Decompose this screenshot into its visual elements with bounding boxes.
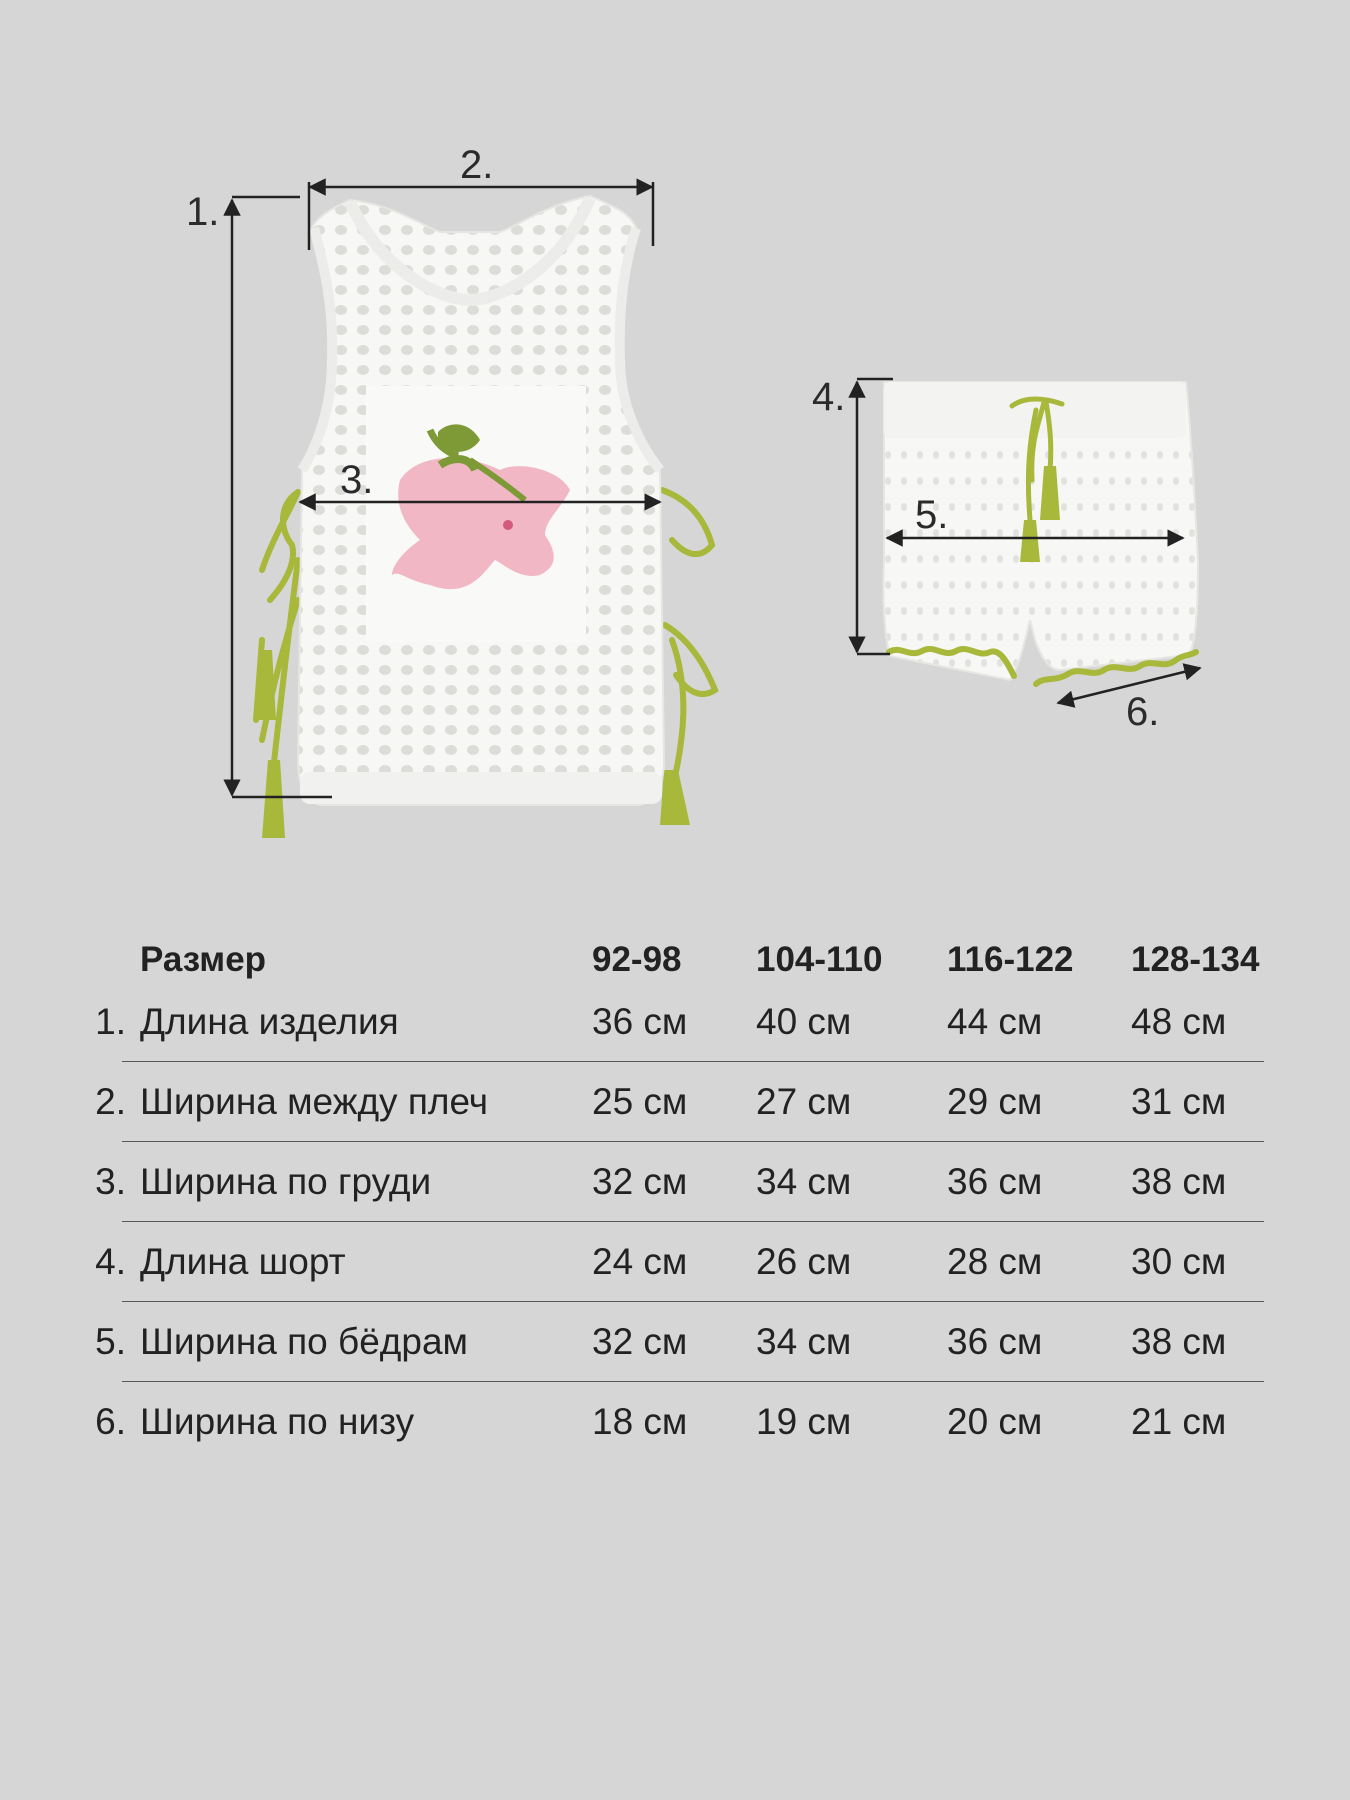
row-value: 32 см <box>592 1321 688 1362</box>
size-header-1: 104-110 <box>756 940 883 979</box>
row-number: 5. <box>95 1321 126 1362</box>
row-value: 36 см <box>947 1161 1043 1202</box>
row-label: Длина изделия <box>140 1001 399 1042</box>
row-value: 38 см <box>1131 1161 1227 1202</box>
row-value: 44 см <box>947 1001 1043 1042</box>
measure-label-6: 6. <box>1126 690 1160 734</box>
row-number: 3. <box>95 1161 126 1202</box>
row-value: 36 см <box>592 1001 688 1042</box>
vest-hem <box>300 772 662 804</box>
row-value: 21 см <box>1131 1401 1227 1442</box>
vest-right-ties <box>662 490 715 790</box>
row-value: 32 см <box>592 1161 688 1202</box>
vest-right-tassels <box>660 770 690 825</box>
row-value: 36 см <box>947 1321 1043 1362</box>
table-row <box>0 1382 1350 1462</box>
row-value: 34 см <box>756 1161 852 1202</box>
row-value: 20 см <box>947 1401 1043 1442</box>
size-header-2: 116-122 <box>947 940 1074 979</box>
row-value: 25 см <box>592 1081 688 1122</box>
row-value: 27 см <box>756 1081 852 1122</box>
row-label: Ширина по бёдрам <box>140 1321 468 1362</box>
table-row <box>0 1142 1350 1222</box>
row-value: 31 см <box>1131 1081 1227 1122</box>
table-row <box>0 982 1350 1062</box>
row-value: 26 см <box>756 1241 852 1282</box>
row-label: Ширина по низу <box>140 1401 415 1442</box>
row-value: 29 см <box>947 1081 1043 1122</box>
measure-label-3: 3. <box>340 458 374 502</box>
row-value: 40 см <box>756 1001 852 1042</box>
measure-label-5: 5. <box>915 493 949 537</box>
vest-left-ties <box>256 492 298 780</box>
row-value: 48 см <box>1131 1001 1227 1042</box>
row-value: 28 см <box>947 1241 1043 1282</box>
size-header-0: 92-98 <box>592 940 682 979</box>
row-label: Ширина по груди <box>140 1161 432 1202</box>
size-header-label: Размер <box>140 940 267 979</box>
table-row <box>0 1302 1350 1382</box>
measure-label-1: 1. <box>186 190 220 234</box>
row-value: 19 см <box>756 1401 852 1442</box>
row-value: 24 см <box>592 1241 688 1282</box>
row-number: 1. <box>95 1001 126 1042</box>
table-row <box>0 1062 1350 1142</box>
row-value: 30 см <box>1131 1241 1227 1282</box>
row-label: Ширина между плеч <box>140 1081 489 1122</box>
table-row <box>0 1222 1350 1302</box>
garment-measurement-diagram <box>0 0 1350 880</box>
row-number: 2. <box>95 1081 126 1122</box>
size-header-3: 128-134 <box>1131 940 1260 979</box>
vest-image <box>256 196 715 838</box>
row-value: 18 см <box>592 1401 688 1442</box>
measure-label-2: 2. <box>460 143 494 187</box>
row-value: 34 см <box>756 1321 852 1362</box>
measure-label-4: 4. <box>812 375 846 419</box>
row-value: 38 см <box>1131 1321 1227 1362</box>
row-number: 6. <box>95 1401 126 1442</box>
row-label: Длина шорт <box>140 1241 346 1282</box>
row-number: 4. <box>95 1241 126 1282</box>
